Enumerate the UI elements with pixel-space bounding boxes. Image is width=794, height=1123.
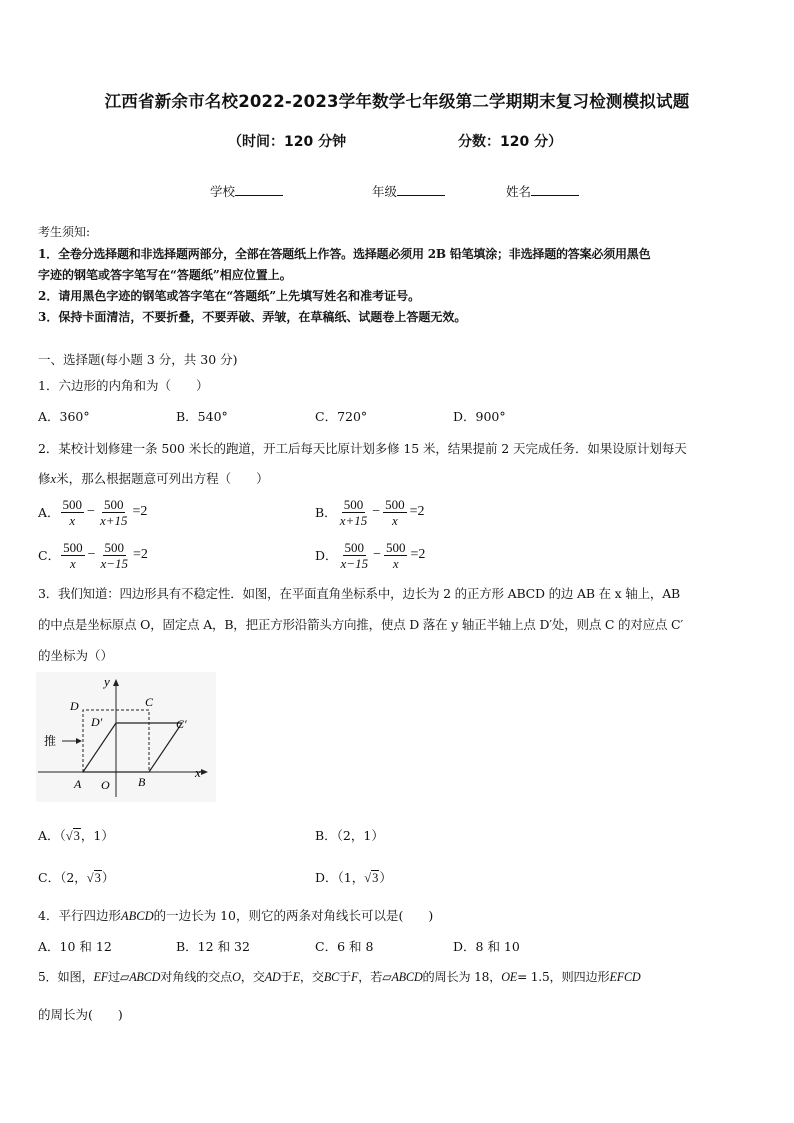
notice-item-1b: 字迹的钢笔或答字笔写在“答题纸”相应位置上。 — [38, 268, 292, 282]
name-label: 姓名 — [506, 184, 532, 199]
equals-two: =2 — [132, 504, 148, 519]
exam-time: （时间：120 分钟 — [228, 134, 347, 150]
label-push: 推 — [44, 734, 57, 748]
notice-item-2: 2．请用黑色字迹的钢笔或答字笔在“答题纸”上先填写姓名和准考证号。 — [38, 289, 421, 303]
minus-sign: − — [87, 504, 95, 519]
q2-stem-line1: 2．某校计划修建一条 500 米长的跑道，开工后每天比原计划多修 15 米，结果提前 2 天完成任务．如果设原计划每天 — [38, 441, 687, 456]
notice-item-3: 3．保持卡面清洁，不要折叠，不要弄破、弄皱，在草稿纸、试题卷上答题无效。 — [38, 310, 467, 324]
minus-sign: − — [87, 547, 96, 562]
q4-option-c[interactable]: C．6 和 8 — [315, 939, 374, 954]
q2-variable: x — [50, 472, 57, 486]
q3-stem-line3: 的坐标为（） — [38, 648, 114, 663]
fraction: $\frac{500}{x}$ — [62, 496, 83, 528]
q2-stem-pre: 修 — [38, 471, 51, 486]
fraction: $\frac{500}{x}$ — [385, 539, 406, 571]
q1-option-d[interactable]: D．900° — [453, 409, 506, 424]
q2-option-b[interactable] — [315, 492, 427, 532]
q4-stem: 4．平行四边形ABCD的一边长为 10，则它的两条对角线长可以是( ) — [38, 908, 434, 923]
equals-two: =2 — [133, 547, 148, 562]
fraction: $\frac{500}{x}$ — [385, 496, 405, 528]
q2-label-d: D． — [315, 548, 338, 563]
q3-figure — [36, 672, 216, 802]
label-C: C — [145, 695, 154, 709]
school-blank[interactable] — [235, 183, 283, 196]
q2-option-c[interactable] — [38, 535, 150, 575]
q4-option-a[interactable]: A．10 和 12 — [38, 939, 112, 954]
minus-sign: − — [372, 504, 381, 519]
label-D-prime: D′ — [91, 715, 103, 729]
section-heading: 一、选择题(每小题 3 分，共 30 分) — [38, 352, 238, 367]
minus-sign: − — [373, 547, 381, 562]
label-x: x — [195, 765, 201, 780]
figure-background — [36, 672, 216, 802]
sqrt-symbol: √3 — [364, 871, 379, 885]
q3-stem-line1: 3．我们知道：四边形具有不稳定性．如图，在平面直角坐标系中，边长为 2 的正方形 ABCD 的边 AB 在 x 轴上，AB — [38, 586, 681, 601]
sqrt-symbol: √3 — [65, 829, 80, 843]
grade-blank[interactable] — [397, 183, 445, 196]
q3-option-b[interactable]: B．（2，1） — [315, 828, 384, 843]
fraction: $\frac{500}{x-15}$ — [340, 539, 369, 571]
label-O: O — [101, 778, 110, 792]
q3-option-c[interactable]: C．（2，√3） — [38, 870, 115, 885]
fraction: $\frac{500}{x+15}$ — [339, 496, 368, 528]
q2-option-d[interactable] — [315, 535, 427, 575]
name-blank[interactable] — [531, 183, 579, 196]
grade-label: 年级 — [372, 184, 398, 199]
q1-stem: 1．六边形的内角和为（ ） — [38, 378, 209, 393]
q3-option-a[interactable]: A．（√3，1） — [38, 828, 114, 843]
q2-label-b: B． — [315, 505, 337, 520]
page-title: 江西省新余市名校2022-2023学年数学七年级第二学期期末复习检测模拟试题 — [104, 92, 690, 111]
grade-field[interactable] — [372, 182, 445, 200]
fraction: $\frac{500}{x-15}$ — [100, 539, 129, 571]
q5-stem-line2: 的周长为( ) — [38, 1007, 123, 1022]
label-B: B — [138, 775, 146, 789]
label-D: D — [70, 699, 79, 713]
school-label: 学校 — [210, 184, 236, 199]
label-A: A — [74, 777, 82, 791]
q2-label-a: A． — [38, 505, 60, 520]
fraction: $\frac{500}{x+15}$ — [99, 496, 128, 528]
q4-option-b[interactable]: B．12 和 32 — [176, 939, 250, 954]
equals-two: =2 — [410, 547, 426, 562]
q1-option-c[interactable]: C．720° — [315, 409, 368, 424]
q3-option-d[interactable]: D．（1，√3） — [315, 870, 392, 885]
notice-item-1a: 1．全卷分选择题和非选择题两部分，全部在答题纸上作答。选择题必须用 2B 铅笔填涂；非选择题的答案必须用黑色 — [38, 247, 651, 261]
q5-stem-line1: 5．如图，EF过▱ABCD对角线的交点O，交AD于E，交BC于F，若▱ABCD的周长为 18，OE= 1.5，则四边形EFCD — [38, 970, 641, 984]
label-y: y — [104, 674, 110, 689]
exam-score: 分数：120 分） — [458, 134, 563, 150]
q2-stem-post: 米，那么根据题意可列出方程（ ） — [56, 471, 269, 486]
school-field[interactable] — [210, 182, 283, 200]
label-C-prime: C′ — [176, 717, 187, 731]
notice-heading: 考生须知: — [38, 225, 91, 239]
q2-stem-line2 — [38, 469, 269, 487]
name-field[interactable] — [506, 182, 579, 200]
fraction: $\frac{500}{x}$ — [63, 539, 83, 571]
q4-option-d[interactable]: D．8 和 10 — [453, 939, 520, 954]
q2-label-c: C． — [38, 548, 61, 563]
q1-option-a[interactable]: A．360° — [38, 409, 90, 424]
q3-stem-line2: 的中点是坐标原点 O，固定点 A，B，把正方形沿箭头方向推，使点 D 落在 y 轴正半轴上点 D′处，则点 C 的对应点 C′ — [38, 617, 684, 632]
q1-option-b[interactable]: B．540° — [176, 409, 228, 424]
q2-option-a[interactable] — [38, 492, 149, 532]
equals-two: =2 — [409, 504, 425, 519]
sqrt-symbol: √3 — [86, 871, 101, 885]
